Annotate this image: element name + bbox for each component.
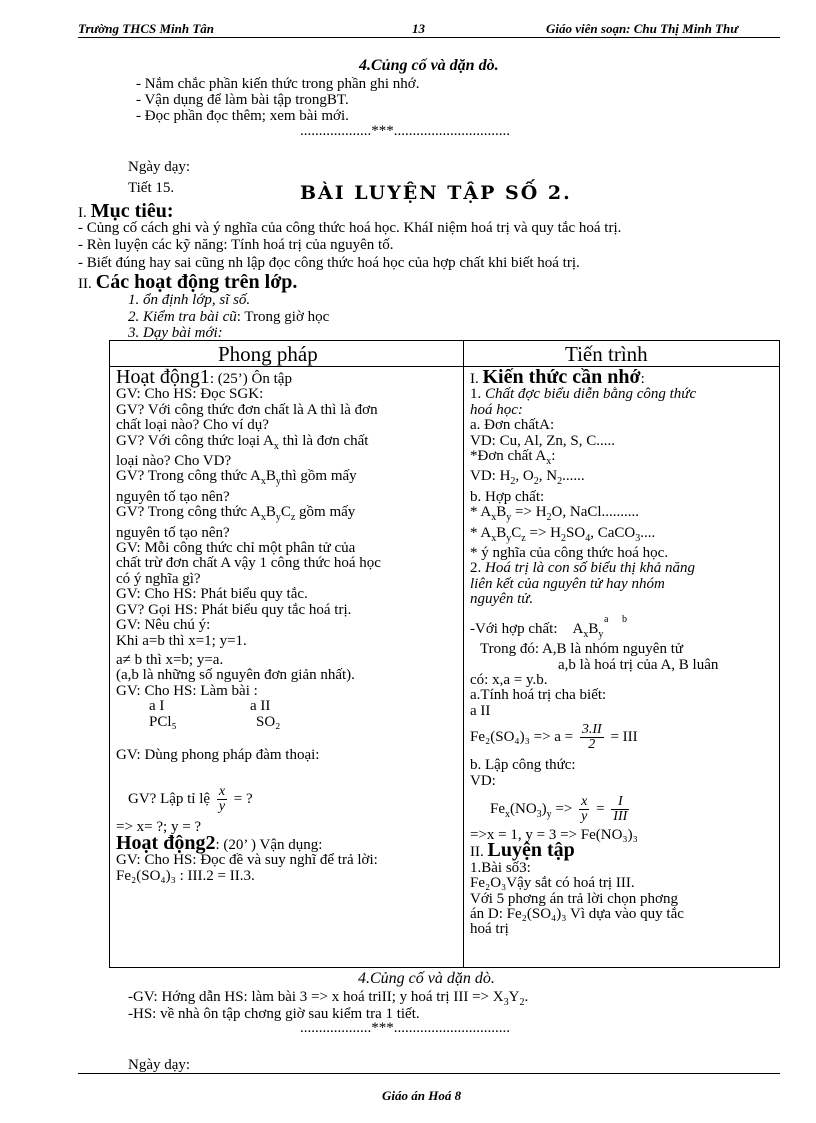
left-line: GV: Dùng phong pháp đàm thoại: [116, 746, 320, 763]
section-2-number: II. [78, 276, 92, 292]
right-line: 1. Chất đợc biểu diễn bằng công thức [470, 386, 697, 403]
left-line: PCl₅ SO₂ [149, 713, 281, 730]
top-item-1: - Nắm chắc phần kiến thức trong phần ghi nhớ. [136, 76, 420, 92]
left-line: GV? Với công thức loại $A_x$ thì là đơn chất [116, 432, 369, 452]
top-section-title: 4.Củng cố và dặn dò. [359, 57, 499, 74]
left-line: GV: Cho HS: Phát biểu quy tắc. [116, 586, 308, 603]
right-line: * ý nghĩa của công thức hoá học. [470, 545, 669, 562]
section-1-number: I. [78, 205, 87, 221]
right-line: 1.Bài số3: [470, 859, 531, 876]
right-line: b. Hợp chất: [470, 488, 545, 505]
right-line: VD: [470, 772, 496, 789]
table-header-left: Phong pháp [218, 342, 318, 366]
header-page-number: 13 [412, 21, 425, 36]
objective-3: - Biết đúng hay sai cũng nh lập đọc công thức hoá học của hợp chất khi biết hoá trị. [78, 255, 580, 271]
right-formula-line: a b -Với hợp chất: $A_xB_y$ [470, 613, 627, 640]
right-line: hoá học: [470, 401, 523, 418]
bottom-ngay-day: Ngày dạy: [128, 1057, 191, 1073]
left-line: GV? Trong công thức $A_xB_ythì$ gồm mấy [116, 468, 357, 488]
right-line: * $A_xB_y => H_2O$, NaCl.......... [470, 504, 640, 524]
left-line: (a,b là những số nguyên đơn giản nhất). [116, 667, 355, 684]
left-line: => x= ?; y = ? [116, 819, 202, 836]
left-line: chất loại nào? Cho ví dụ? [116, 417, 269, 434]
right-line: b. Lập công thức: [470, 757, 576, 774]
top-item-3: - Đọc phần đọc thêm; xem bài mới. [136, 108, 349, 124]
table-header-right: Tiến trình [565, 342, 648, 366]
left-line: có ý nghĩa gì? [116, 570, 201, 587]
bottom-line-2: -HS: về nhà ôn tập chơng giờ sau kiểm tra 1 tiết. [128, 1006, 420, 1022]
right-section-1-heading: I. Kiến thức cần nhớ: [470, 366, 645, 388]
right-fraction-line: Fe₂(SO₄)₃ => a = $\frac{3.II}{2}$ = III [470, 722, 638, 753]
right-line: án D: Fe₂(SO₄)₃ Vì dựa vào quy tắc [470, 905, 684, 922]
left-line: loại nào? Cho VD? [116, 453, 232, 470]
ngay-day-label: Ngày dạy: [128, 159, 191, 175]
right-line: =>x = 1, y = 3 => Fe(NO₃)₃ [470, 826, 638, 843]
table-right-column [470, 366, 778, 938]
section-2-heading [78, 271, 297, 294]
right-line: Với 5 phơng án trả lời chọn phơng [470, 890, 678, 907]
right-line: hoá trị [470, 921, 509, 938]
left-line: Khi a=b thì x=1; y=1. [116, 632, 247, 649]
section-1-title: Mục tiêu: [90, 200, 174, 222]
left-line: nguyên tố tạo nên? [116, 524, 230, 541]
left-line: GV: Cho HS: Đọc đề và suy nghĩ để trả lời: [116, 852, 378, 869]
top-item-2: - Vận dụng để làm bài tập trongBT. [136, 92, 349, 108]
lesson-title: BÀI LUYỆN TẬP SỐ 2. [300, 182, 572, 204]
step-2-text: : Trong giờ học [236, 309, 330, 325]
ratio-valence-fraction: $\frac{I}{\text{III}}$ [613, 793, 628, 824]
left-ratio-line: GV? Lập tỉ lệ $\frac{x}{y}$ = ? [128, 784, 253, 815]
activity-2-rest: : (20’ ) Vận dụng: [215, 836, 323, 853]
right-line: a.Tính hoá trị cha biết: [470, 687, 607, 704]
right-section-2-heading: II. Luyện tập [470, 839, 575, 862]
right-line: có: x,a = y.b. [470, 671, 548, 688]
activity-1-heading [116, 366, 458, 388]
left-line: GV? Trong công thức $A_xB_yC_z$ gồm mấy [116, 504, 356, 524]
header-teacher: Giáo viên soạn: Chu Thị Minh Thư [546, 21, 739, 36]
left-line: GV? Gọi HS: Phát biểu quy tắc hoá trị. [116, 601, 352, 618]
left-line: GV: Nêu chú ý: [116, 617, 211, 634]
left-line: GV: Mỗi công thức chỉ một phân tử của [116, 540, 356, 557]
step-3: 3. Dạy bài mới: [128, 325, 223, 341]
tiet-label: Tiết 15. [128, 180, 175, 196]
left-line: GV: Cho HS: Làm bài : [116, 682, 258, 699]
section-2-title: Các hoạt động trên lớp. [95, 271, 298, 293]
step-1: 1. ổn định lớp, sĩ số. [128, 292, 251, 308]
right-line: VD: Cu, Al, Zn, S, C..... [470, 432, 616, 449]
left-line: GV: Cho HS: Đọc SGK: [116, 386, 264, 403]
right-line: liên kết của nguyên tử hay nhóm [470, 575, 665, 592]
valence-fraction: $\frac{3.II}{2}$ [581, 722, 602, 753]
left-line: chất trừ đơn chất A vậy 1 công thức hoá học [116, 555, 381, 572]
right-line: a. Đơn chấtA: [470, 417, 555, 434]
footer-rule [78, 1073, 780, 1074]
left-line: a I a II [149, 698, 271, 715]
left-line: nguyên tố tạo nên? [116, 488, 230, 505]
objective-2: - Rèn luyện các kỹ năng: Tính hoá trị của nguyên tố. [78, 237, 394, 253]
table-column-divider [463, 340, 464, 968]
right-line: Fe₂O₃Vậy sắt có hoá trị III. [470, 875, 635, 892]
left-line: GV? Với công thức đơn chất là A thì là đơn [116, 401, 378, 418]
right-line: VD: $H_2$, $O_2$, $N_2$...... [470, 468, 585, 488]
bottom-line-1: -GV: Hớng dẫn HS: làm bài 3 => x hoá triII; y hoá trị III => $X_3Y_2$. [128, 989, 529, 1008]
ratio-xy-fraction: $\frac{x}{y}$ [581, 793, 588, 824]
ratio-fraction: $\frac{x}{y}$ [218, 784, 226, 815]
top-separator: ...................***............................... [300, 123, 510, 139]
right-line: a,b là hoá trị của A, B luân [558, 656, 719, 673]
bottom-separator: ...................***............................... [300, 1020, 510, 1036]
right-line: a II [470, 702, 491, 719]
activity-1-rest: : (25’) Ôn tập [209, 371, 292, 387]
right-line: *Đơn chất $A_x$: [470, 448, 556, 468]
step-2 [128, 310, 329, 325]
step-2-label: 2. Kiểm tra bài cũ [128, 309, 237, 325]
right-line: * $A_xB_yC_z => H_2SO_4$, CaCO$_3$.... [470, 524, 656, 544]
objective-1: - Củng cố cách ghi và ý nghĩa của công thức hoá học. KháI niệm hoá trị và quy tắc hoá trị. [78, 220, 622, 236]
header-rule [78, 37, 780, 38]
right-line: 2. Hoá trị là con số biểu thị khả năng [470, 560, 695, 577]
activity-2-title: Hoạt động2 [116, 831, 216, 854]
activity-2-heading [116, 831, 458, 854]
footer-text: Giáo án Hoá 8 [382, 1088, 462, 1103]
right-line: nguyên tử. [470, 591, 534, 608]
right-ratio-line: $Fe_x(NO_3)_y$ => $\frac{x}{y}$ = $\frac{I}{\text{III}}$ [490, 793, 628, 824]
right-line: Trong đó: A,B là nhóm nguyên tử [480, 641, 684, 658]
header-school: Trường THCS Minh Tân [78, 21, 215, 36]
left-line: Fe₂(SO₄)₃ : III.2 = II.3. [116, 867, 255, 884]
table-left-column [116, 366, 458, 884]
activity-1-title: Hoạt động1 [116, 366, 210, 388]
left-line: a≠ b thì x=b; y=a. [116, 651, 224, 668]
bottom-section-title: 4.Củng cố và dặn dò. [358, 970, 495, 987]
